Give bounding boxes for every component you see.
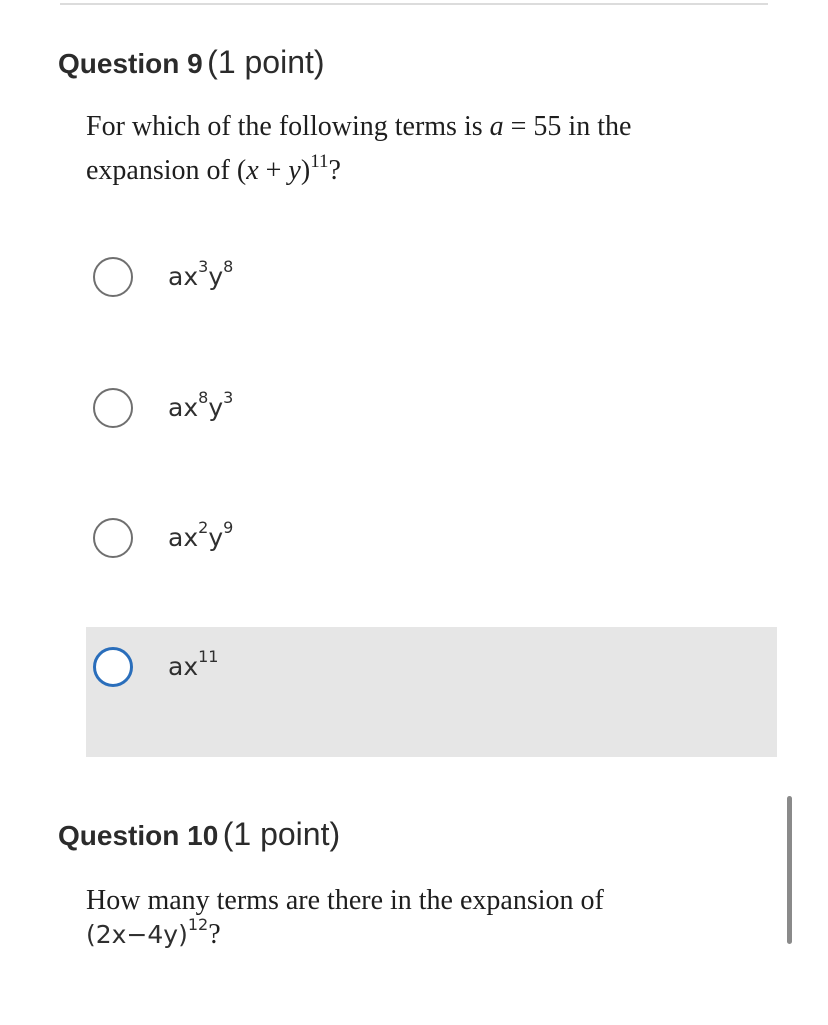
answer-option-3[interactable] bbox=[86, 474, 777, 604]
option-1-expression: $ax^3y^8$ bbox=[168, 257, 234, 291]
question-10-points: (1 point) bbox=[222, 816, 341, 852]
question-10-prompt bbox=[86, 880, 604, 956]
scrollbar-thumb[interactable] bbox=[787, 796, 792, 944]
radio-button-option-3[interactable] bbox=[93, 518, 133, 558]
radio-button-option-2[interactable] bbox=[93, 388, 133, 428]
question-10-prompt-line-2: $(2x-4y)^{12}$? bbox=[86, 915, 221, 950]
question-9-prompt-line-2: expansion of $(x + y)^{11}$? bbox=[86, 151, 341, 186]
question-10-heading bbox=[58, 816, 340, 853]
answer-option-2[interactable] bbox=[86, 342, 777, 472]
option-3-expression: $ax^2y^9$ bbox=[168, 518, 234, 552]
question-9-number: Question 9 bbox=[58, 48, 203, 79]
question-9-points: (1 point) bbox=[207, 44, 325, 80]
option-2-expression: $ax^8y^3$ bbox=[168, 388, 234, 422]
option-4-expression: $ax^{11}$ bbox=[168, 647, 219, 681]
answer-option-4[interactable] bbox=[86, 627, 777, 757]
question-10-prompt-line-1: How many terms are there in the expansion of bbox=[86, 885, 604, 916]
answer-option-1[interactable] bbox=[86, 210, 777, 340]
radio-button-option-4[interactable] bbox=[93, 647, 133, 687]
question-9-heading bbox=[58, 44, 325, 81]
question-9-prompt-line-1: For which of the following terms is a = 55 in the bbox=[86, 111, 632, 142]
question-10-number: Question 10 bbox=[58, 820, 219, 851]
radio-button-option-1[interactable] bbox=[93, 257, 133, 297]
top-divider bbox=[60, 3, 768, 5]
question-9-prompt bbox=[86, 105, 631, 193]
